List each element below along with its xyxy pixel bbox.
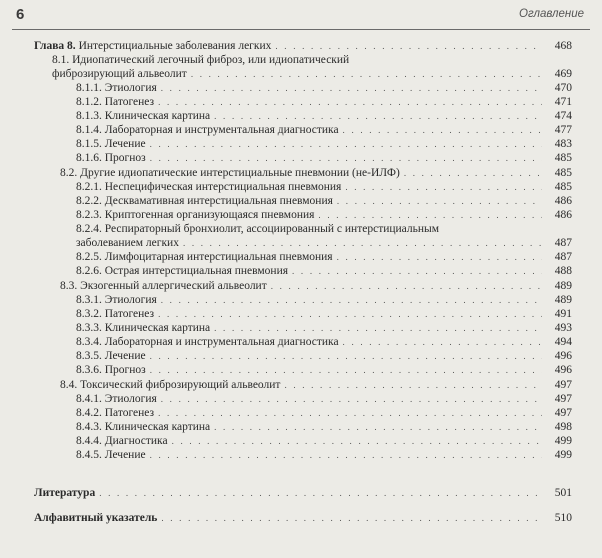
entry-title: 8.4.3. Клиническая картина [76,421,211,433]
dot-leader [161,393,542,407]
entry-title-line-1: 8.2.4. Респираторный бронхиолит, ассоциированный с интерстициальным [76,223,440,235]
page-ref: 497 [554,379,572,391]
dot-leader [161,512,542,526]
dot-leader [191,68,542,82]
entry-title: 8.3. Экзогенный аллергический альвеолит [60,280,267,292]
page-ref: 497 [554,407,572,419]
dot-leader [183,237,542,251]
page-ref: 487 [554,236,572,249]
chapter-title: Интерстициальные заболевания легких [78,40,272,52]
dot-leader [271,280,542,294]
page-ref: 485 [554,152,572,164]
page-ref: 483 [554,138,572,150]
entry-title: Алфавитный указатель [34,512,158,524]
entry-title-line-1: 8.1. Идиопатический легочный фиброз, или идиопатический [52,54,350,66]
page-ref: 489 [554,280,572,292]
entry-title: 8.3.6. Прогноз [76,364,146,376]
page-ref: 501 [554,487,572,499]
entry-title: 8.4.2. Патогенез [76,407,155,419]
entry-title: 8.3.3. Клиническая картина [76,322,211,334]
page-ref: 485 [554,181,572,193]
page-ref: 510 [554,512,572,524]
entry-title: 8.1.3. Клиническая картина [76,110,211,122]
page-ref: 486 [554,209,572,221]
dot-leader [150,364,542,378]
entry-title: 8.3.2. Патогенез [76,308,155,320]
entry-title: 8.2.6. Острая интерстициальная пневмония [76,265,289,277]
page-ref: 497 [554,393,572,405]
entry-title: 8.1.6. Прогноз [76,152,146,164]
page-ref: 485 [554,167,572,179]
page-ref: 499 [554,435,572,447]
dot-leader [214,421,542,435]
dot-leader [337,195,542,209]
entry-title: 8.2. Другие идиопатические интерстициальные пневмонии (не-ИЛФ) [60,167,400,179]
dot-leader [161,82,542,96]
dot-leader [99,487,542,501]
page-ref: 469 [554,67,572,80]
entry-title: 8.1.1. Этиология [76,82,157,94]
entry-title: 8.2.2. Десквамативная интерстициальная пневмония [76,195,333,207]
page-ref: 499 [554,449,572,461]
page-ref: 498 [554,421,572,433]
entry-title: 8.1.4. Лабораторная и инструментальная диагностика [76,124,339,136]
dot-leader [214,322,542,336]
page-ref: 486 [554,195,572,207]
entry-title-line-2: заболеванием легких [76,236,179,249]
dot-leader [158,308,542,322]
page-ref: 468 [554,40,572,52]
page-number: 6 [16,6,25,23]
dot-leader [150,449,542,463]
entry-title: 8.4. Токсический фиброзирующий альвеолит [60,379,281,391]
entry-title: 8.2.1. Неспецифическая интерстициальная пневмония [76,181,342,193]
page-ref: 494 [554,336,572,348]
page-ref: 471 [554,96,572,108]
dot-leader [337,251,542,265]
page-ref: 470 [554,82,572,94]
entry-title: 8.1.2. Патогенез [76,96,155,108]
page-ref: 477 [554,124,572,136]
chapter-label: Глава 8. [34,40,76,52]
dot-leader [150,138,542,152]
dot-leader [158,407,542,421]
page-ref: 489 [554,294,572,306]
dot-leader [161,294,542,308]
entry-title: 8.2.3. Криптогенная организующаяся пневмония [76,209,315,221]
dot-leader [343,336,542,350]
entry-title: 8.1.5. Лечение [76,138,146,150]
page-ref: 491 [554,308,572,320]
dot-leader [404,167,542,181]
running-header-title: Оглавление [519,8,584,20]
entry-title: Литература [34,487,96,499]
entry-title: 8.4.5. Лечение [76,449,146,461]
page-ref: 488 [554,265,572,277]
page-ref: 487 [554,251,572,263]
page-ref: 496 [554,364,572,376]
dot-leader [284,379,542,393]
entry-title: 8.3.5. Лечение [76,350,146,362]
page-ref: 474 [554,110,572,122]
entry-title: 8.4.4. Диагностика [76,435,168,447]
entry-title: 8.3.1. Этиология [76,294,157,306]
dot-leader [150,350,542,364]
page-ref: 493 [554,322,572,334]
dot-leader [345,181,542,195]
entry-title: 8.2.5. Лимфоцитарная интерстициальная пневмония [76,251,333,263]
dot-leader [214,110,542,124]
entry-title: 8.3.4. Лабораторная и инструментальная диагностика [76,336,339,348]
dot-leader [292,265,542,279]
header-rule [12,29,590,30]
dot-leader [275,40,542,54]
dot-leader [343,124,542,138]
dot-leader [318,209,542,223]
dot-leader [172,435,542,449]
dot-leader [158,96,542,110]
page-ref: 496 [554,350,572,362]
entry-title: 8.4.1. Этиология [76,393,157,405]
dot-leader [150,152,542,166]
entry-title-line-2: фиброзирующий альвеолит [52,67,187,80]
